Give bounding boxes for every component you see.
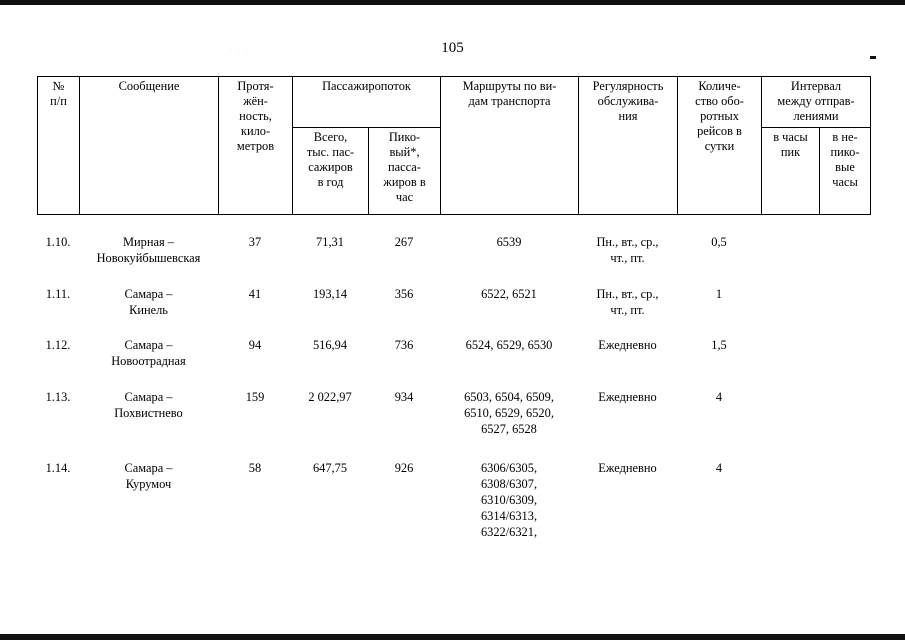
header-count: Количе- ство обо- ротных рейсов в сутки [678, 77, 762, 215]
header-regularity: Регулярность обслужива- ния [579, 77, 678, 215]
row-message: Самара – Новоотрадная [111, 338, 186, 368]
row-peak: 926 [394, 461, 414, 475]
row-num: 1.14. [45, 461, 71, 475]
scan-mark [870, 56, 876, 59]
row-length: 37 [248, 235, 262, 249]
row-regularity: Ежедневно [598, 338, 657, 352]
row-regularity: Ежедневно [598, 390, 657, 404]
header-offpeak-hours: в не- пико- вые часы [820, 128, 871, 215]
row-num: 1.13. [45, 390, 71, 404]
header-message: Сообщение [80, 77, 219, 215]
top-border-bar [0, 0, 905, 5]
scan-artifact: · · · [230, 48, 249, 54]
row-count: 1 [715, 287, 723, 301]
row-regularity: Пн., вт., ср., чт., пт. [596, 287, 659, 317]
row-length: 159 [245, 390, 265, 404]
row-total: 516,94 [312, 338, 348, 352]
row-routes: 6503, 6504, 6509, 6510, 6529, 6520, 6527, 6528 [464, 390, 554, 436]
header-routes: Маршруты по ви- дам транспорта [441, 77, 579, 215]
header-interval: Интервал между отправ- лениями [762, 77, 871, 128]
row-message: Самара – Кинель [124, 287, 173, 317]
header-total: Всего, тыс. пас- сажиров в год [293, 128, 369, 215]
row-routes: 6524, 6529, 6530 [465, 338, 553, 352]
row-routes: 6306/6305, 6308/6307, 6310/6309, 6314/6313, 6322/6321, [480, 461, 538, 539]
row-total: 2 022,97 [308, 390, 352, 404]
row-count: 0,5 [711, 235, 727, 249]
header-peak: Пико- вый*, пасса- жиров в час [369, 128, 441, 215]
row-count: 4 [715, 461, 723, 475]
row-length: 58 [248, 461, 262, 475]
row-regularity: Ежедневно [598, 461, 657, 475]
page-number: 105 [441, 40, 464, 56]
row-total: 647,75 [312, 461, 348, 475]
header-length: Протя- жён- ность, кило- метров [219, 77, 293, 215]
row-total: 71,31 [316, 235, 344, 249]
row-regularity: Пн., вт., ср., чт., пт. [596, 235, 659, 265]
row-num: 1.11. [45, 287, 71, 301]
row-routes: 6539 [496, 235, 522, 249]
row-count: 1,5 [711, 338, 727, 352]
row-message: Самара – Курумоч [124, 461, 173, 491]
bottom-border-bar [0, 634, 905, 640]
row-peak: 267 [394, 235, 414, 249]
row-num: 1.10. [45, 235, 71, 249]
row-message: Мирная – Новокуйбышевская [96, 235, 201, 265]
header-num: № п/п [38, 77, 80, 215]
header-peak-hours: в часы пик [762, 128, 820, 215]
row-count: 4 [715, 390, 723, 404]
table-header [37, 76, 871, 215]
row-total: 193,14 [312, 287, 348, 301]
row-peak: 356 [394, 287, 414, 301]
row-peak: 736 [394, 338, 414, 352]
row-num: 1.12. [45, 338, 71, 352]
row-peak: 934 [394, 390, 414, 404]
row-length: 94 [248, 338, 262, 352]
header-passenger-flow: Пассажиропоток [293, 77, 441, 128]
row-message: Самара – Похвистнево [114, 390, 183, 420]
row-routes: 6522, 6521 [481, 287, 537, 301]
row-length: 41 [248, 287, 262, 301]
